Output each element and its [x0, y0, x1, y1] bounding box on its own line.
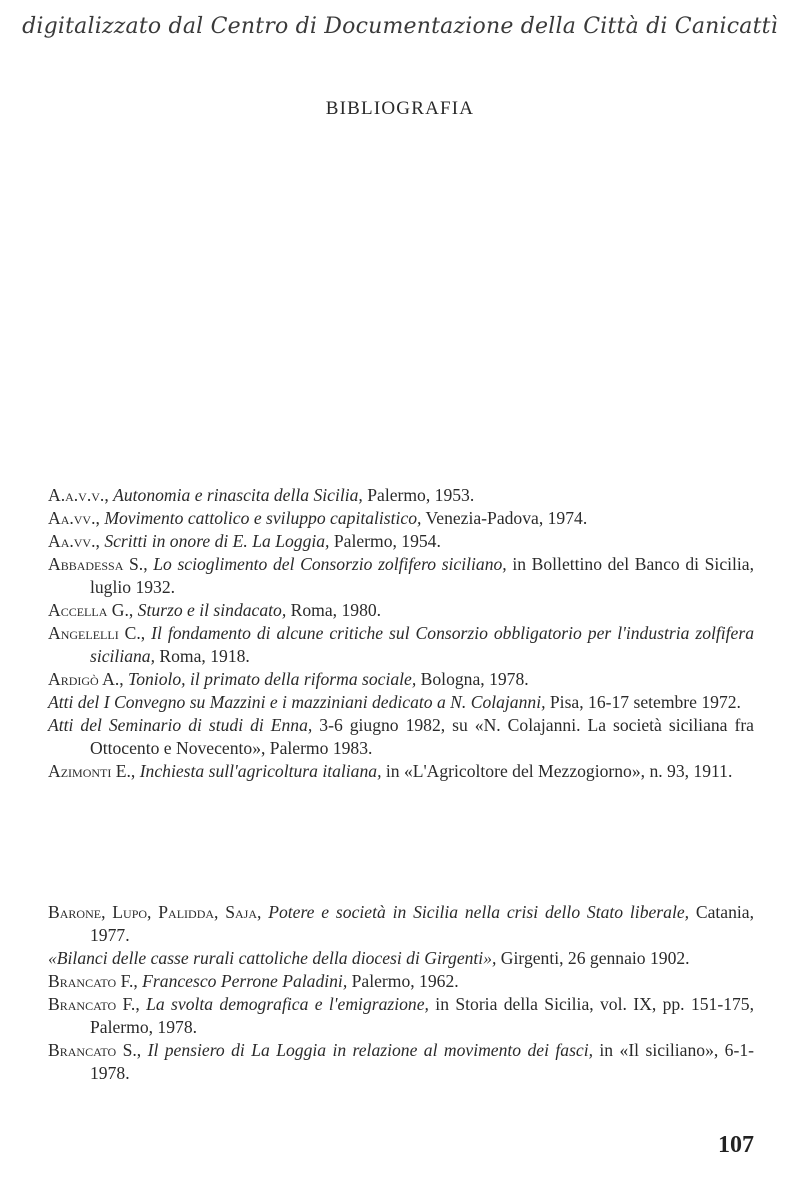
entry-separator: , — [133, 971, 143, 991]
entry-author: Angelelli C. — [48, 623, 141, 643]
entry-title: Autonomia e rinascita della Sicilia, — [113, 485, 363, 505]
entry-author: Abbadessa S. — [48, 554, 144, 574]
entry-publication: Venezia-Padova, 1974. — [421, 508, 588, 528]
entry-separator: , — [257, 902, 269, 922]
entry-publication: Palermo, 1954. — [329, 531, 441, 551]
entry-title: Francesco Perrone Paladini, — [142, 971, 348, 991]
entry-author: Ardigò A. — [48, 669, 120, 689]
entry-separator: , — [143, 554, 154, 574]
bibliography-entry — [48, 901, 754, 947]
entry-separator: , — [95, 531, 105, 551]
bibliography-entry — [48, 553, 754, 599]
bibliography-entry — [48, 714, 754, 760]
entry-publication: Bologna, 1978. — [416, 669, 529, 689]
entry-title: Il pensiero di La Loggia in relazione al movimento dei fasci, — [147, 1040, 594, 1060]
bibliography-entry — [48, 691, 754, 714]
entry-title: Sturzo e il sindacato, — [137, 600, 287, 620]
entry-publication: in Bollettino del Banco di Sicilia, luglio 1932. — [90, 554, 754, 597]
entry-title: Inchiesta sull'agricoltura italiana, — [139, 761, 382, 781]
bibliography-entry — [48, 668, 754, 691]
entry-author: Brancato S. — [48, 1040, 137, 1060]
bibliography-entry — [48, 530, 754, 553]
entry-publication: in «Il siciliano», 6-1-1978. — [90, 1040, 754, 1083]
bibliography-group-a — [48, 484, 754, 783]
entry-publication: Palermo, 1953. — [362, 485, 475, 505]
entry-separator: , — [104, 485, 114, 505]
entry-title: «Bilanci delle casse rurali cattoliche della diocesi di Girgenti», — [48, 948, 497, 968]
entry-separator: , — [130, 761, 140, 781]
entry-separator: , — [128, 600, 138, 620]
entry-title: Atti del Seminario di studi di Enna, — [48, 715, 313, 735]
entry-publication: Roma, 1918. — [155, 646, 250, 666]
entry-author: Accella G. — [48, 600, 129, 620]
entry-title: La svolta demografica e l'emigrazione, — [146, 994, 429, 1014]
entry-title: Lo scioglimento del Consorzio zolfifero siciliano, — [153, 554, 507, 574]
entry-title: Il fondamento di alcune critiche sul Consorzio obbligatorio per l'industria zolfifera siciliana, — [90, 623, 755, 666]
entry-publication: Girgenti, 26 gennaio 1902. — [496, 948, 690, 968]
entry-publication: 3-6 giugno 1982, su «N. Colajanni. La società siciliana fra Ottocento e Novecento», Palermo 1983. — [90, 715, 754, 758]
entry-publication: in Storia della Sicilia, vol. IX, pp. 151-175, Palermo, 1978. — [90, 994, 754, 1037]
watermark: digitalizzato dal Centro di Documentazione della Città di Canicattì — [22, 14, 778, 39]
entry-publication: in «L'Agricoltore del Mezzogiorno», n. 93, 1911. — [381, 761, 733, 781]
entry-publication: Catania, 1977. — [90, 902, 754, 945]
entry-separator: , — [95, 508, 105, 528]
entry-author: Aa.vv. — [48, 531, 96, 551]
entry-title: Potere e società in Sicilia nella crisi dello Stato liberale, — [268, 902, 690, 922]
bibliography-entry — [48, 484, 754, 507]
entry-separator: , — [119, 669, 129, 689]
entry-publication: Pisa, 16-17 setembre 1972. — [545, 692, 741, 712]
entry-title: Scritti in onore di E. La Loggia, — [104, 531, 330, 551]
entry-author: Aa.vv. — [48, 508, 96, 528]
bibliography-entry — [48, 970, 754, 993]
bibliography-entry — [48, 1039, 754, 1085]
entry-author: Azimonti E. — [48, 761, 131, 781]
entry-title: Atti del I Convegno su Mazzini e i mazziniani dedicato a N. Colajanni, — [48, 692, 546, 712]
entry-title: Movimento cattolico e sviluppo capitalistico, — [104, 508, 422, 528]
entry-separator: , — [140, 623, 152, 643]
page-number: 107 — [718, 1132, 754, 1158]
bibliography-entry — [48, 622, 754, 668]
entry-author: Barone, Lupo, Palidda, Saja — [48, 902, 258, 922]
bibliography-group-b — [48, 901, 754, 1085]
bibliography-entry — [48, 947, 754, 970]
bibliography-entry — [48, 760, 754, 783]
page-title: BIBLIOGRAFIA — [325, 98, 475, 119]
entry-publication: Palermo, 1962. — [347, 971, 459, 991]
entry-separator: , — [135, 994, 147, 1014]
entry-author: Brancato F. — [48, 994, 136, 1014]
bibliography-entry — [48, 599, 754, 622]
entry-title: Toniolo, il primato della riforma sociale, — [128, 669, 417, 689]
entry-publication: Roma, 1980. — [286, 600, 382, 620]
entry-author: Brancato F. — [48, 971, 134, 991]
entry-separator: , — [136, 1040, 148, 1060]
bibliography-entry — [48, 993, 754, 1039]
bibliography-entry — [48, 507, 754, 530]
entry-author: A.a.v.v. — [48, 485, 105, 505]
